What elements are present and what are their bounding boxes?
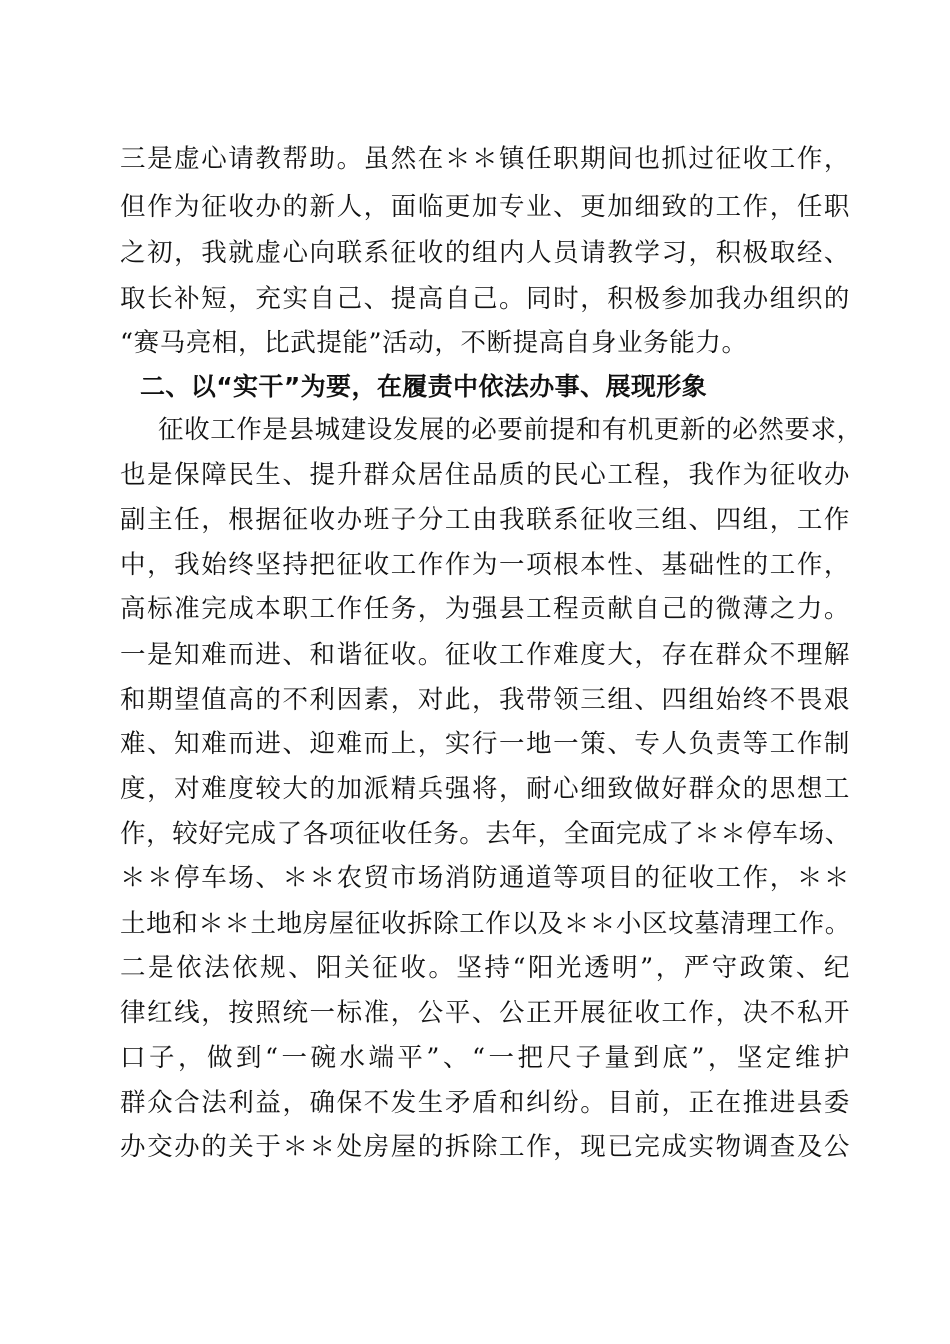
paragraph-line: 中，我始终坚持把征收工作作为一项根本性、基础性的工作， (120, 550, 850, 580)
paragraph-line: 二是依法依规、阳关征收。坚持“阳光透明”，严守政策、纪 (120, 953, 850, 983)
paragraph-line: 群众合法利益，确保不发生矛盾和纠纷。目前，正在推进县委 (120, 1088, 850, 1118)
paragraph-line: 三是虚心请教帮助。虽然在＊＊镇任职期间也抓过征收工作， (120, 144, 850, 174)
section-heading: 二、以“实干”为要，在履责中依法办事、展现形象 (140, 372, 708, 401)
paragraph-line: 副主任，根据征收办班子分工由我联系征收三组、四组，工作 (120, 505, 850, 535)
paragraph-line: 高标准完成本职工作任务，为强县工程贡献自己的微薄之力。 (120, 594, 850, 624)
paragraph-line: 度，对难度较大的加派精兵强将，耐心细致做好群众的思想工 (120, 774, 850, 804)
paragraph-line: 办交办的关于＊＊处房屋的拆除工作，现已完成实物调查及公 (120, 1132, 850, 1162)
paragraph-line: 取长补短，充实自己、提高自己。同时，积极参加我办组织的 (120, 284, 850, 314)
paragraph-line: 作，较好完成了各项征收任务。去年，全面完成了＊＊停车场、 (120, 819, 851, 849)
paragraph-line: 律红线，按照统一标准，公平、公正开展征收工作，决不私开 (120, 998, 850, 1028)
paragraph-line: 难、知难而进、迎难而上，实行一地一策、专人负责等工作制 (120, 729, 850, 759)
paragraph-line: “赛马亮相，比武提能”活动，不断提高自身业务能力。 (120, 328, 748, 358)
paragraph-line: 之初，我就虚心向联系征收的组内人员请教学习，积极取经、 (120, 238, 850, 268)
paragraph-line: 土地和＊＊土地房屋征收拆除工作以及＊＊小区坟墓清理工作。 (120, 909, 851, 939)
paragraph-line: 一是知难而进、和谐征收。征收工作难度大，存在群众不理解 (120, 640, 850, 670)
paragraph-line: 也是保障民生、提升群众居住品质的民心工程，我作为征收办 (120, 460, 850, 490)
paragraph-line: 但作为征收办的新人，面临更加专业、更加细致的工作，任职 (120, 192, 850, 222)
paragraph-line: ＊＊停车场、＊＊农贸市场消防通道等项目的征收工作，＊＊ (120, 863, 850, 893)
paragraph-line: 征收工作是县城建设发展的必要前提和有机更新的必然要求， (158, 415, 863, 445)
paragraph-line: 和期望值高的不利因素，对此，我带领三组、四组始终不畏艰 (120, 685, 850, 715)
paragraph-line: 口子，做到“一碗水端平”、“一把尺子量到底”，坚定维护 (120, 1043, 850, 1073)
